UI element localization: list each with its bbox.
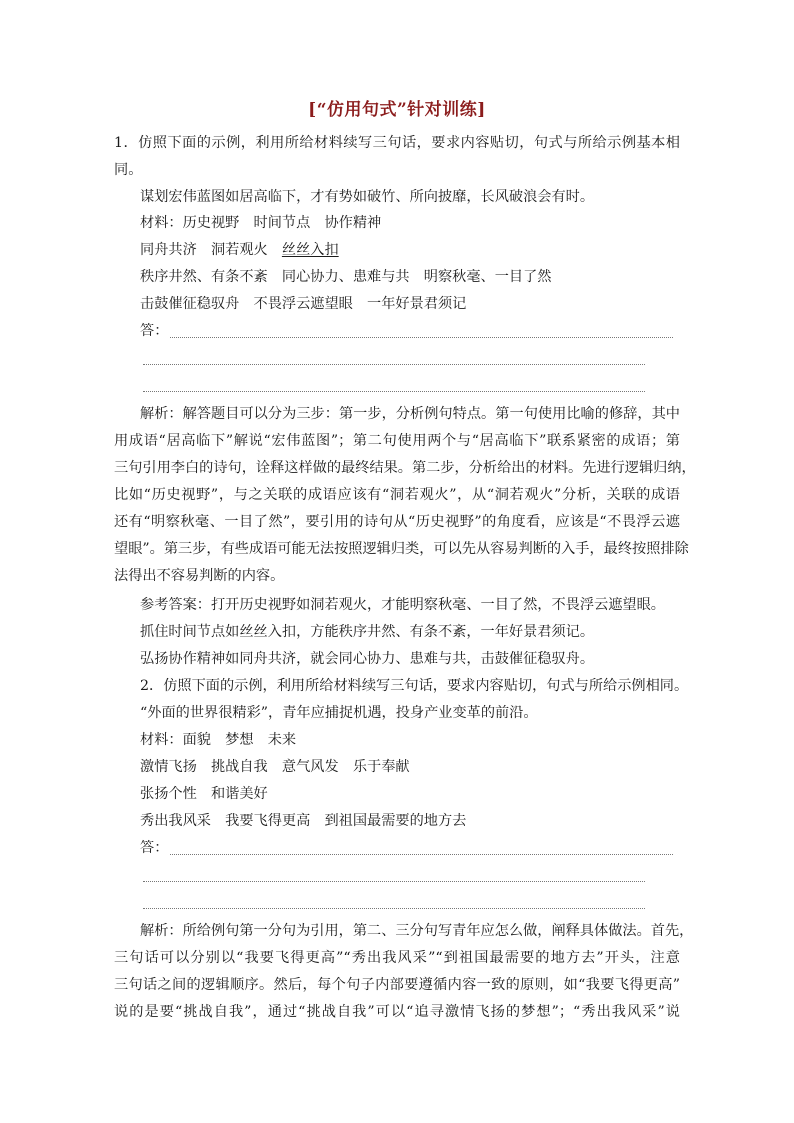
q2-answer-line-3[interactable] [143,908,645,909]
q1-prompt-line2: 同。 [114,162,143,178]
q2-analysis-line4: 说的是要“挑战自我”，通过“挑战自我”可以“追寻激情飞扬的梦想”；“秀出我风采”说 [114,1004,680,1020]
q2-analysis-line1: 解析：所给例句第一分句为引用，第二、三分句写青年应怎么做，阐释具体做法。首先， [140,923,694,939]
q1-answer-line-1[interactable] [170,337,673,338]
q1-answer-label: 答： [140,323,169,339]
q1-idioms-row2: 秩序井然、有条不紊 同心协力、患难与共 明察秋毫、一目了然 [140,269,552,285]
q1-idioms-row1 [140,240,339,260]
q2-answer-label: 答： [140,840,169,856]
q2-answer-line-2[interactable] [143,881,645,882]
q1-analysis-line2: 用成语“居高临下”解说“宏伟蓝图”；第二句使用两个与“居高临下”联系紧密的成语；第 [114,433,680,449]
q1-reference-line2: 抓住时间节点如丝丝入扣，方能秩序井然、有条不紊，一年好景君须记。 [140,624,595,640]
q1-idioms-row1-underlined: 丝丝入扣 [281,242,339,258]
q2-answer-line-1[interactable] [170,854,673,855]
q1-prompt-line1: 1．仿照下面的示例，利用所给材料续写三句话，要求内容贴切，句式与所给示例基本相 [114,135,680,151]
q1-materials: 材料：历史视野 时间节点 协作精神 [140,215,382,231]
q1-answer-line-3[interactable] [143,391,645,392]
q1-analysis-line1: 解析：解答题目可以分为三步：第一步，分析例句特点。第一句使用比喻的修辞，其中 [140,406,680,422]
q1-analysis-line5: 还有“明察秋毫、一目了然”，要引用的诗句从“历史视野”的角度看，应该是“不畏浮云遮 [114,514,680,530]
q1-analysis-line3: 三句引用李白的诗句，诠释这样做的最终结果。第二步，分析给出的材料。先进行逻辑归纳， [114,460,696,476]
q1-reference-line1: 参考答案：打开历史视野如洞若观火，才能明察秋毫、一目了然，不畏浮云遮望眼。 [140,597,665,613]
q1-analysis-line6: 望眼”。第三步，有些成语可能无法按照逻辑归类，可以先从容易判断的入手，最终按照排除 [114,541,689,557]
q2-materials: 材料：面貌 梦想 未来 [140,732,297,748]
q1-answer-line-2[interactable] [143,364,645,365]
q1-idioms-row3: 击鼓催征稳驭舟 不畏浮云遮望眼 一年好景君须记 [140,296,467,312]
q2-example: “外面的世界很精彩”，青年应捕捉机遇，投身产业变革的前沿。 [140,705,538,721]
section-title: [“仿用句式”针对训练] [308,100,486,120]
q2-analysis-line2: 三句话可以分别以“我要飞得更高”“秀出我风采”“到祖国最需要的地方去”开头，注意 [114,950,680,966]
q1-idioms-row1-a: 同舟共济 洞若观火 [140,242,282,258]
q1-analysis-line7: 法得出不容易判断的内容。 [114,568,285,584]
q2-prompt: 2．仿照下面的示例，利用所给材料续写三句话，要求内容贴切，句式与所给示例相同。 [140,678,689,694]
q1-analysis-line4: 比如“历史视野”，与之关联的成语应该有“洞若观火”，从“洞若观火”分析，关联的成语 [114,487,680,503]
q2-words-row3: 秀出我风采 我要飞得更高 到祖国最需要的地方去 [140,813,467,829]
q2-words-row2: 张扬个性 和谐美好 [140,786,268,802]
q2-analysis-line3: 三句话之间的逻辑顺序。然后，每个句子内部要遵循内容一致的原则，如“我要飞得更高” [114,977,680,993]
q1-reference-line3: 弘扬协作精神如同舟共济，就会同心协力、患难与共，击鼓催征稳驭舟。 [140,651,595,667]
q1-example: 谋划宏伟蓝图如居高临下，才有势如破竹、所向披靡，长风破浪会有时。 [140,189,595,205]
q2-words-row1: 激情飞扬 挑战自我 意气风发 乐于奉献 [140,759,410,775]
